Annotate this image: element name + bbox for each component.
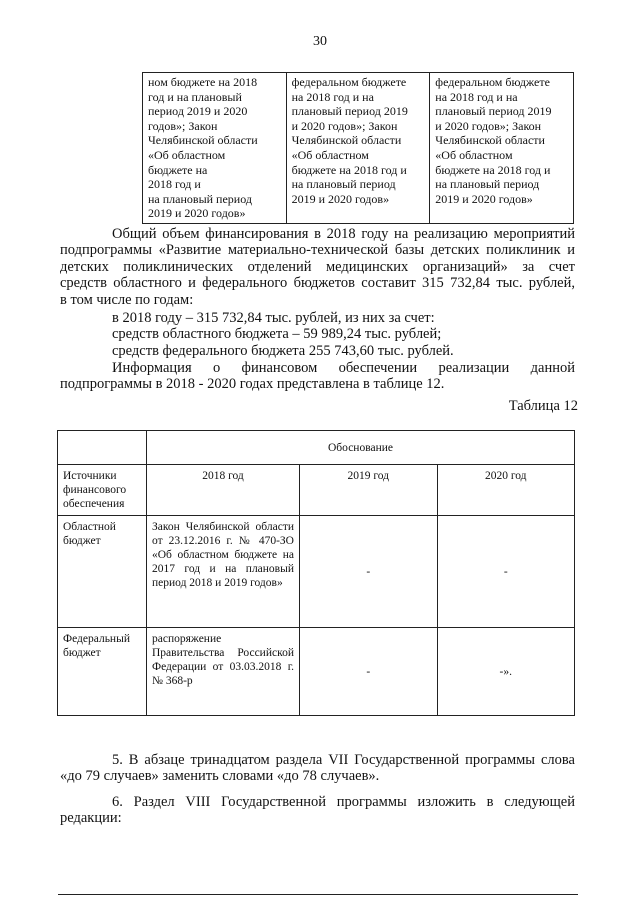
header-year: 2020 год — [437, 465, 575, 516]
source-cell: Федеральный бюджет — [58, 628, 147, 716]
year-breakdown — [112, 310, 454, 359]
paragraph-info — [60, 360, 575, 393]
justification-cell: - — [437, 516, 575, 628]
text-line: в том числе по годам: — [60, 291, 194, 308]
paragraph-six — [60, 794, 575, 827]
continued-table — [142, 72, 574, 224]
paragraph-financing — [60, 226, 575, 308]
justification-cell: - — [300, 628, 438, 716]
text-line: детских поликлинических отделений медицинских организаций» за счет — [60, 258, 575, 275]
bottom-rule — [58, 894, 578, 895]
text-line: редакции: — [60, 810, 122, 827]
table-cell: федеральном бюджете на 2018 год и на плановый период 2019 и 2020 годов»; Закон Челябинской области «Об областном бюджете на 2018 год и на плановый период 2019 и 2020 годов» — [430, 73, 574, 224]
financing-table — [57, 430, 575, 716]
text-line: подпрограммы в 2018 - 2020 годах представлена в таблице 12. — [60, 376, 445, 393]
table-row — [58, 628, 575, 716]
text-line: «до 79 случаев» заменить словами «до 78 случаев». — [60, 768, 380, 785]
text-line: средств областного и федерального бюджетов составит 315 732,84 тыс. рублей, — [60, 275, 575, 292]
table-cell: ном бюджете на 2018 год и на плановый период 2019 и 2020 годов»; Закон Челябинской области «Об областном бюджете на 2018 год и на плановый период 2019 и 2020 годов» — [143, 73, 287, 224]
text-line: Общий объем финансирования в 2018 году на реализацию мероприятий — [112, 226, 575, 242]
justification-cell: -». — [437, 628, 575, 716]
table-row — [58, 465, 575, 516]
justification-cell: Закон Челябинской области от 23.12.2016 г. № 470-ЗО «Об областном бюджете на 2017 год и на плановый период 2018 и 2019 годов» — [147, 516, 300, 628]
header-justification: Обоснование — [147, 431, 575, 465]
paragraph-five — [60, 752, 575, 785]
source-cell: Областной бюджет — [58, 516, 147, 628]
justification-cell: распоряжение Правительства Российской Федерации от 03.03.2018 г. № 368-р — [147, 628, 300, 716]
text-line: 6. Раздел VIII Государственной программы изложить в следующей — [112, 794, 575, 810]
table-caption: Таблица 12 — [508, 398, 578, 414]
text-line: средств областного бюджета – 59 989,24 тыс. рублей; — [112, 326, 442, 343]
table-row — [58, 431, 575, 465]
text-line: в 2018 году – 315 732,84 тыс. рублей, из них за счет: — [112, 310, 435, 326]
text-line: подпрограммы «Развитие материально-технической базы детских поликлиник и — [60, 242, 575, 259]
text-line: Информация о финансовом обеспечении реализации данной — [112, 360, 575, 376]
table-row — [58, 516, 575, 628]
page-number: 30 — [313, 34, 327, 49]
header-sources: Источники финансового обеспечения — [58, 465, 147, 516]
table-row — [143, 73, 574, 224]
table-cell: федеральном бюджете на 2018 год и на плановый период 2019 и 2020 годов»; Закон Челябинской области «Об областном бюджете на 2018 год и на плановый период 2019 и 2020 годов» — [286, 73, 430, 224]
justification-cell: - — [300, 516, 438, 628]
text-line: 5. В абзаце тринадцатом раздела VII Государственной программы слова — [112, 752, 575, 768]
text-line: средств федерального бюджета 255 743,60 тыс. рублей. — [112, 342, 454, 359]
header-year: 2018 год — [147, 465, 300, 516]
table-cell — [58, 431, 147, 465]
header-year: 2019 год — [300, 465, 438, 516]
